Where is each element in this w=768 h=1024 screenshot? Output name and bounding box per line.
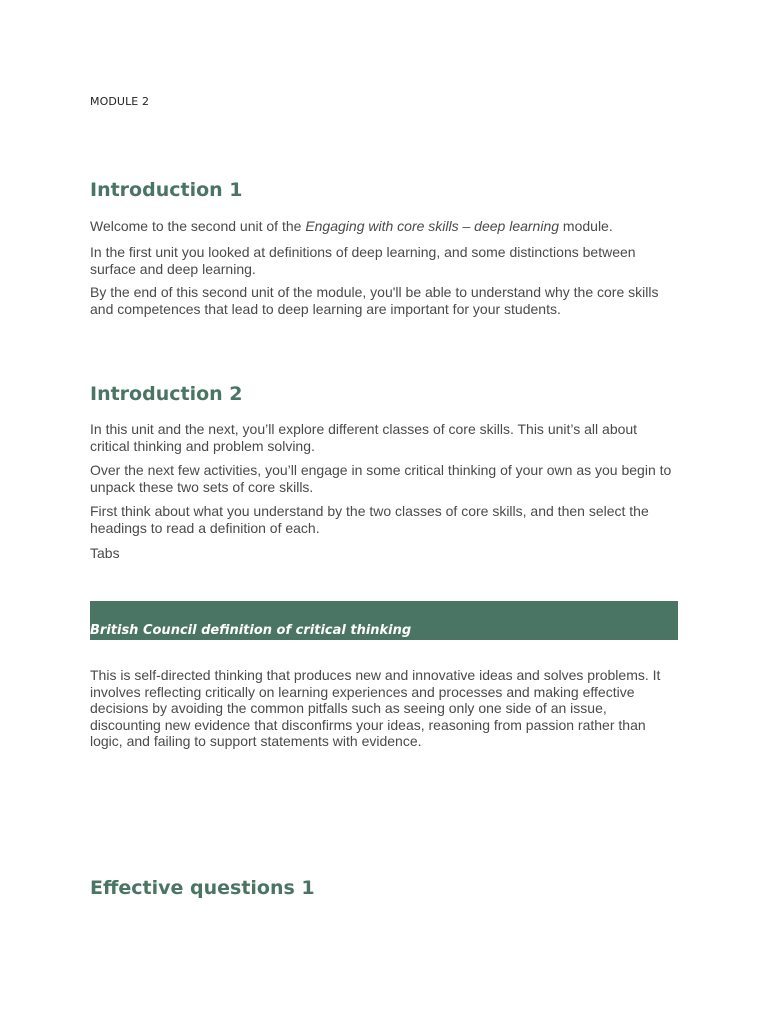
heading-introduction-1: Introduction 1	[90, 179, 243, 201]
intro2-paragraph-3: First think about what you understand by the two classes of core skills, and then select the headings to read a definition of each.	[90, 503, 649, 536]
critical-thinking-definition: This is self-directed thinking that produces new and innovative ideas and solves problems. It involves reflecting critically on learning experiences and processes and making effective decisions by avoiding the common pitfalls such as seeing only one side of an issue, discounting new evidence that disconfirms your ideas, reasoning from passion rather than logic, and failing to support statements with evidence.	[90, 667, 661, 749]
intro1-paragraph-1	[90, 218, 678, 235]
intro2-tabs-label: Tabs	[90, 545, 120, 561]
intro1-p1-text-after: module.	[559, 218, 613, 234]
heading-introduction-2: Introduction 2	[90, 383, 243, 405]
tab-header-label: British Council definition of critical thinking	[90, 623, 412, 638]
intro1-p1-text-before: Welcome to the second unit of the	[90, 218, 306, 234]
intro1-paragraph-3: By the end of this second unit of the module, you'll be able to understand why the core skills and competences that lead to deep learning are important for your students.	[90, 284, 659, 317]
heading-effective-questions-1: Effective questions 1	[90, 877, 315, 899]
critical-thinking-tab-header[interactable]	[90, 601, 678, 640]
intro1-p1-module-title: Engaging with core skills – deep learning	[305, 218, 560, 234]
intro1-paragraph-2: In the first unit you looked at definitions of deep learning, and some distinctions between surface and deep learning.	[90, 244, 636, 277]
intro2-paragraph-2: Over the next few activities, you’ll engage in some critical thinking of your own as you begin to unpack these two sets of core skills.	[90, 462, 672, 495]
module-label: MODULE 2	[90, 95, 150, 108]
intro2-paragraph-1: In this unit and the next, you’ll explore different classes of core skills. This unit’s all about critical thinking and problem solving.	[90, 421, 638, 454]
